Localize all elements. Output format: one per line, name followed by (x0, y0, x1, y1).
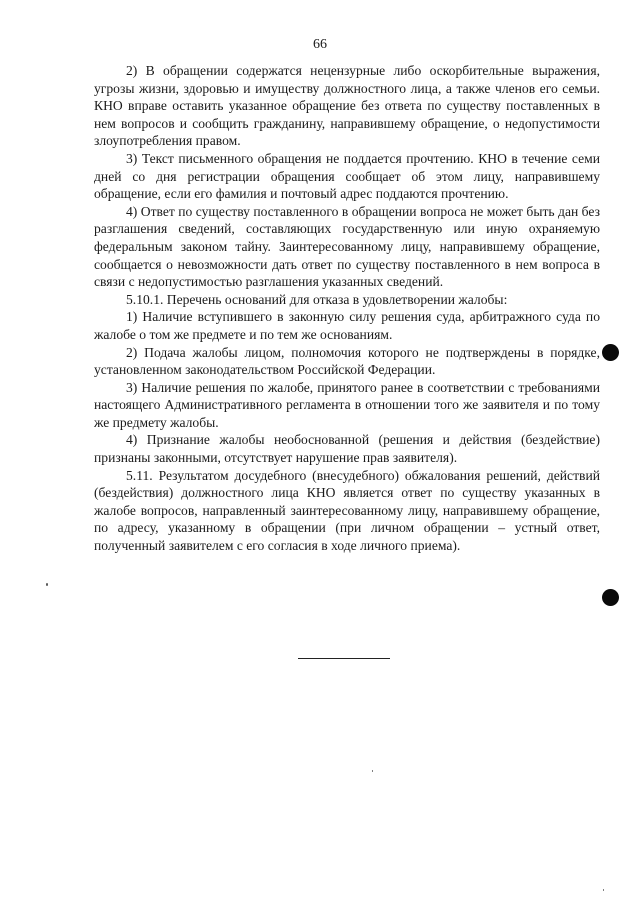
page-number: 66 (313, 37, 327, 52)
refusal-ground-3: 3) Наличие решения по жалобе, принятого ранее в соответствии с требованиями настоящего Административного регламента в отношении того же заявителя и по тому же предмету жалобы. (94, 379, 600, 430)
punch-hole-bottom (602, 589, 619, 606)
paragraph-item-3: 3) Текст письменного обращения не поддается прочтению. КНО в течение семи дней со дня регистрации обращения сообщает об этом лицу, направившему обращение, если его фамилия и почтовый адрес поддаются прочтению. (94, 150, 600, 202)
refusal-ground-4: 4) Признание жалобы необоснованной (решения и действия (бездействие) признаны законными, отсутствует нарушение прав заявителя). (94, 432, 600, 466)
refusal-ground-2: 2) Подача жалобы лицом, полномочия которого не подтверждены в порядке, установленном законодательством Российской Федерации. (94, 344, 600, 378)
section-heading-5-10-1: 5.10.1. Перечень оснований для отказа в удовлетворении жалобы: (126, 291, 508, 307)
paragraph-item-2: 2) В обращении содержатся нецензурные либо оскорбительные выражения, угрозы жизни, здоровью и имуществу должностного лица, а также членов его семьи. КНО вправе оставить указанное обращение без ответа по существу поставленных в нем вопросов и сообщить гражданину, направившему обращение, о недопустимости злоупотребления правом. (94, 63, 600, 149)
end-divider-line (298, 658, 390, 659)
refusal-ground-1: 1) Наличие вступившего в законную силу решения суда, арбитражного суда по жалобе о том же предмете и по тем же основаниям. (94, 309, 600, 342)
scan-speck (46, 583, 48, 586)
scan-speck (603, 889, 604, 891)
scan-speck (372, 770, 373, 772)
section-5-11: 5.11. Результатом досудебного (внесудебного) обжалования решений, действий (бездействия) должностного лица КНО является ответ по существу указанных в жалобе вопросов, направленный заинтересованному лицу, направившему обращение, по адресу, указанному в обращении (при личном обращении – устный ответ, полученный заявителем с его согласия в ходе личного приема). (94, 467, 600, 554)
punch-hole-top (602, 344, 619, 361)
paragraph-item-4: 4) Ответ по существу поставленного в обращении вопроса не может быть дан без разглашения сведений, составляющих государственную или иную охраняемую федеральным законом тайну. Заинтересованному лицу, направившему обращение, сообщается о невозможности дать ответ по существу поставленного в нем вопроса в связи с недопустимостью разглашения указанных сведений. (94, 203, 600, 290)
document-body (94, 62, 600, 555)
